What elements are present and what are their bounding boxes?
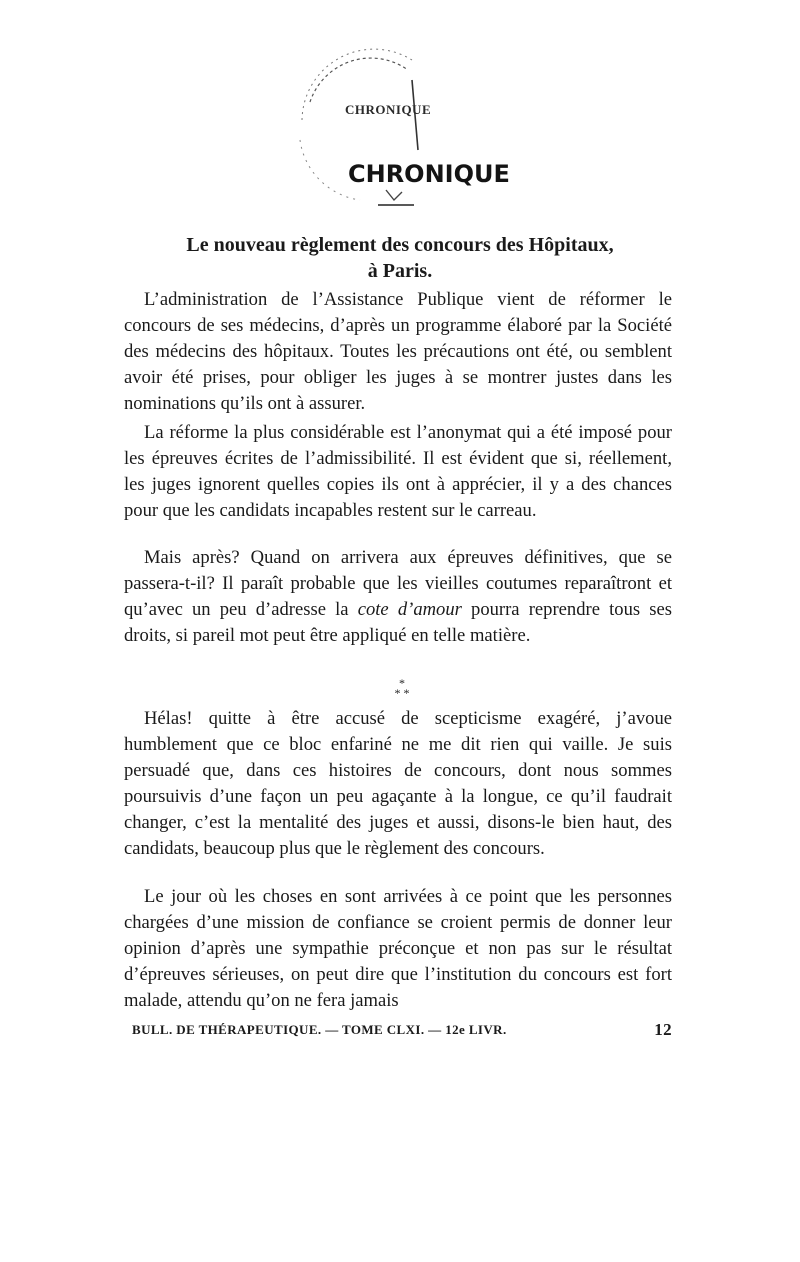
page-number: 12 (654, 1020, 672, 1039)
paragraph (124, 545, 672, 649)
paragraph: Le jour où les choses en sont arrivées à ce point que les personnes chargées d’une mission de confiance se croient permis de donner leur opinion d’après une sympathie préconçue et non pas sur le résultat d’épreuves sérieuses, on peut dire que l’institution du concours est fort malade, attendu qu’on ne fera jamais (124, 886, 672, 1011)
paragraph-text: pourra reprendre tous ses droits, si pareil mot peut être appliqué en telle matière. (124, 599, 672, 646)
paragraph: La réforme la plus considérable est l’anonymat qui a été imposé pour les épreuves écrites de l’admissibilité. Il est évident que si, réellement, les juges ignorent quelles copies ils ont à apprécier, il y a des chances pour que les candidats incapables restent sur le carreau. (124, 422, 672, 521)
section-heading: CHRONIQUE (348, 160, 510, 188)
separator-asterisk-top: * (399, 676, 405, 690)
journal-reference: BULL. DE THÉRAPEUTIQUE. — TOME CLXI. — 12e LIVR. (132, 1022, 507, 1037)
library-stamp (290, 40, 510, 210)
emphasized-phrase: cote d’amour (357, 599, 462, 620)
stamp-upper-word: CHRONIQUE (345, 102, 432, 117)
paragraph-text: Mais après? Quand on arrivera aux épreuves définitives, que se passera-t-il? Il paraît probable que les vieilles coutumes reparaîtront et qu’avec un peu d’adresse la (124, 547, 672, 620)
article-title (120, 232, 680, 284)
article-title-line-1: Le nouveau règlement des concours des Hôpitaux, (186, 234, 614, 256)
section-separator (382, 678, 422, 698)
paragraph: Hélas! quitte à être accusé de scepticisme exagéré, j’avoue humblement que ce bloc enfariné ne me dit rien qui vaille. Je suis persuadé que, dans ces histoires de concours, dont nous sommes poursuivis d’une façon un peu agaçante à la longue, ce qu’il faudrait changer, c’est la mentalité des juges et aussi, disons-le bien haut, des candidats, beaucoup plus que le règlement des concours. (124, 708, 672, 859)
paragraph: L’administration de l’Assistance Publique vient de réformer le concours de ses médecins, d’après un programme élaboré par la Société des médecins des hôpitaux. Toutes les précautions ont été, ou semblent avoir été prises, pour obliger les juges à se montrer justes dans les nominations qu’ils ont à assurer. (124, 289, 672, 414)
separator-asterisks-bottom: * * (394, 686, 410, 700)
article-title-line-2: à Paris. (367, 260, 433, 282)
